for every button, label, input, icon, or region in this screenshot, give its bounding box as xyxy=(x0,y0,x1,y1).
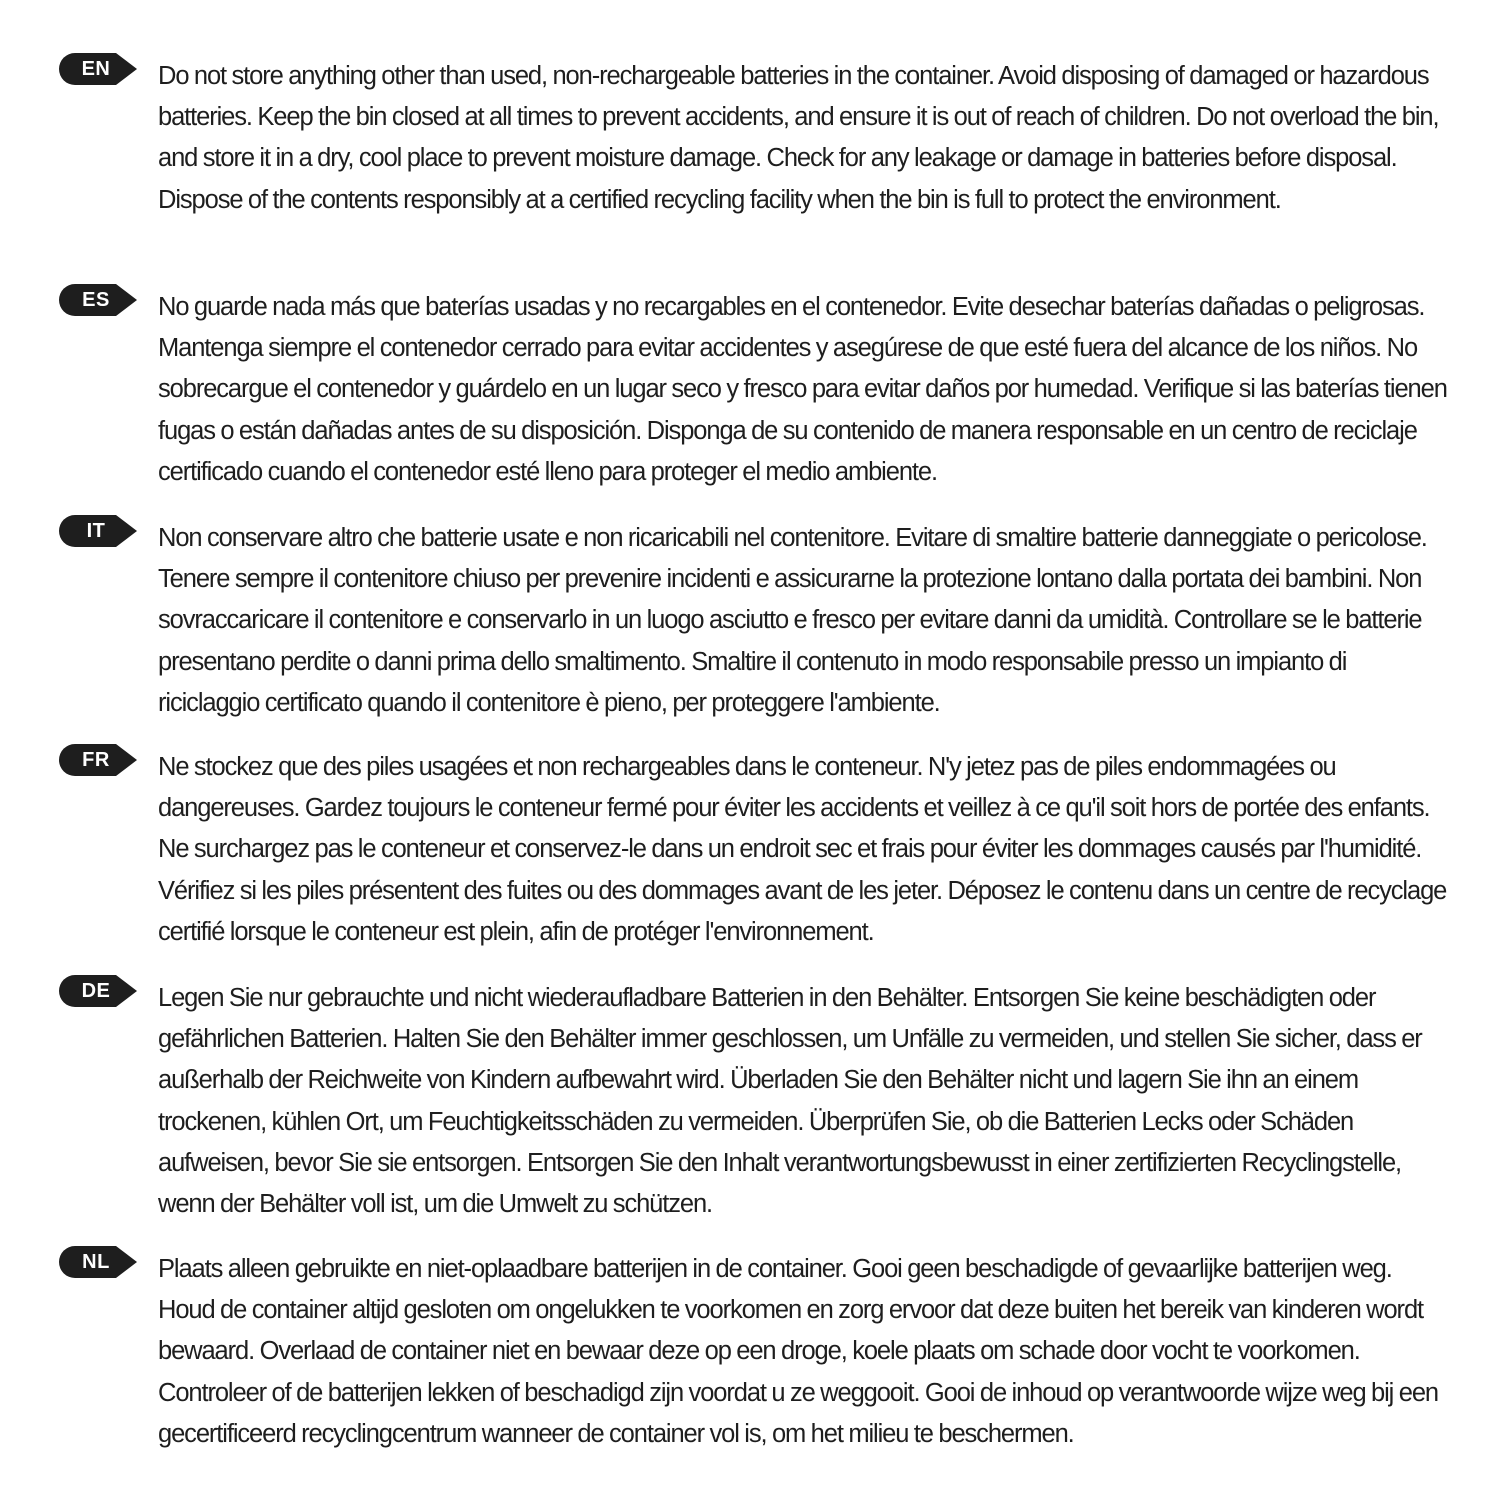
language-code: EN xyxy=(81,58,111,80)
language-badge-de xyxy=(58,974,138,1008)
language-badge-it xyxy=(58,514,138,548)
section-text: Plaats alleen gebruikte en niet-oplaadbare batterijen in de container. Gooi geen beschadigde of gevaarlijke batterijen weg. Houd de container altijd gesloten om ongelukken te voorkomen en zorg ervoor dat deze buiten het bereik van kinderen wordt bewaard. Overlaad de container niet en bewaar deze op een droge, koele plaats om schade door vocht te voorkomen. Controleer of de batterijen lekken of beschadigd zijn voordat u ze weggooit. Gooi de inhoud op verantwoorde wijze weg bij een gecertificeerd recyclingcentrum wanneer de container vol is, om het milieu te beschermen. xyxy=(158,1255,1438,1448)
section-text: Do not store anything other than used, non-rechargeable batteries in the container. Avoid disposing of damaged or hazardous batteries. Keep the bin closed at all times to prevent accidents, and ensure it is out of reach of children. Do not overload the bin, and store it in a dry, cool place to prevent moisture damage. Check for any leakage or damage in batteries before disposal. Dispose of the contents responsibly at a certified recycling facility when the bin is full to protect the environment. xyxy=(158,62,1439,214)
language-code: DE xyxy=(81,980,111,1002)
language-badge-fr xyxy=(58,743,138,777)
section-text: Legen Sie nur gebrauchte und nicht wiederaufladbare Batterien in den Behälter. Entsorgen Sie keine beschädigten oder gefährlichen Batterien. Halten Sie den Behälter immer geschlossen, um Unfälle zu vermeiden, und stellen Sie sicher, dass er außerhalb der Reichweite von Kindern aufbewahrt wird. Überladen Sie den Behälter nicht und lagern Sie ihn an einem trockenen, kühlen Ort, um Feuchtigkeitsschäden zu vermeiden. Überprüfen Sie, ob die Batterien Lecks oder Schäden aufweisen, bevor Sie sie entsorgen. Entsorgen Sie den Inhalt verantwortungsbewusst in einer zertifizierten Recyclingstelle, wenn der Behälter voll ist, um die Umwelt zu schützen. xyxy=(158,984,1422,1219)
language-code: ES xyxy=(82,289,110,311)
language-badge-es xyxy=(58,283,138,317)
language-badge-en xyxy=(58,52,138,86)
section-text: No guarde nada más que baterías usadas y no recargables en el contenedor. Evite desechar baterías dañadas o peligrosas. Mantenga siempre el contenedor cerrado para evitar accidentes y asegúrese de que esté fuera del alcance de los niños. No sobrecargue el contenedor y guárdelo en un lugar seco y fresco para evitar daños por humedad. Verifique si las baterías tienen fugas o están dañadas antes de su disposición. Disponga de su contenido de manera responsable en un centro de reciclaje certificado cuando el contenedor esté lleno para proteger el medio ambiente. xyxy=(158,293,1447,486)
language-code: IT xyxy=(86,520,106,542)
section-text: Non conservare altro che batterie usate e non ricaricabili nel contenitore. Evitare di smaltire batterie danneggiate o pericolose. Tenere sempre il contenitore chiuso per prevenire incidenti e assicurarne la protezione lontano dalla portata dei bambini. Non sovraccaricare il contenitore e conservarlo in un luogo asciutto e fresco per evitare danni da umidità. Controllare se le batterie presentano perdite o danni prima dello smaltimento. Smaltire il contenuto in modo responsabile presso un impianto di riciclaggio certificato quando il contenitore è pieno, per proteggere l'ambiente. xyxy=(158,524,1427,717)
language-badge-nl xyxy=(58,1245,138,1279)
section-text: Ne stockez que des piles usagées et non rechargeables dans le conteneur. N'y jetez pas de piles endommagées ou dangereuses. Gardez toujours le conteneur fermé pour éviter les accidents et veillez à ce qu'il soit hors de portée des enfants. Ne surchargez pas le conteneur et conservez-le dans un endroit sec et frais pour éviter les dommages causés par l'humidité. Vérifiez si les piles présentent des fuites ou des dommages avant de les jeter. Déposez le contenu dans un centre de recyclage certifié lorsque le conteneur est plein, afin de protéger l'environnement. xyxy=(158,753,1447,946)
language-code: NL xyxy=(82,1251,110,1273)
language-code: FR xyxy=(82,749,110,771)
